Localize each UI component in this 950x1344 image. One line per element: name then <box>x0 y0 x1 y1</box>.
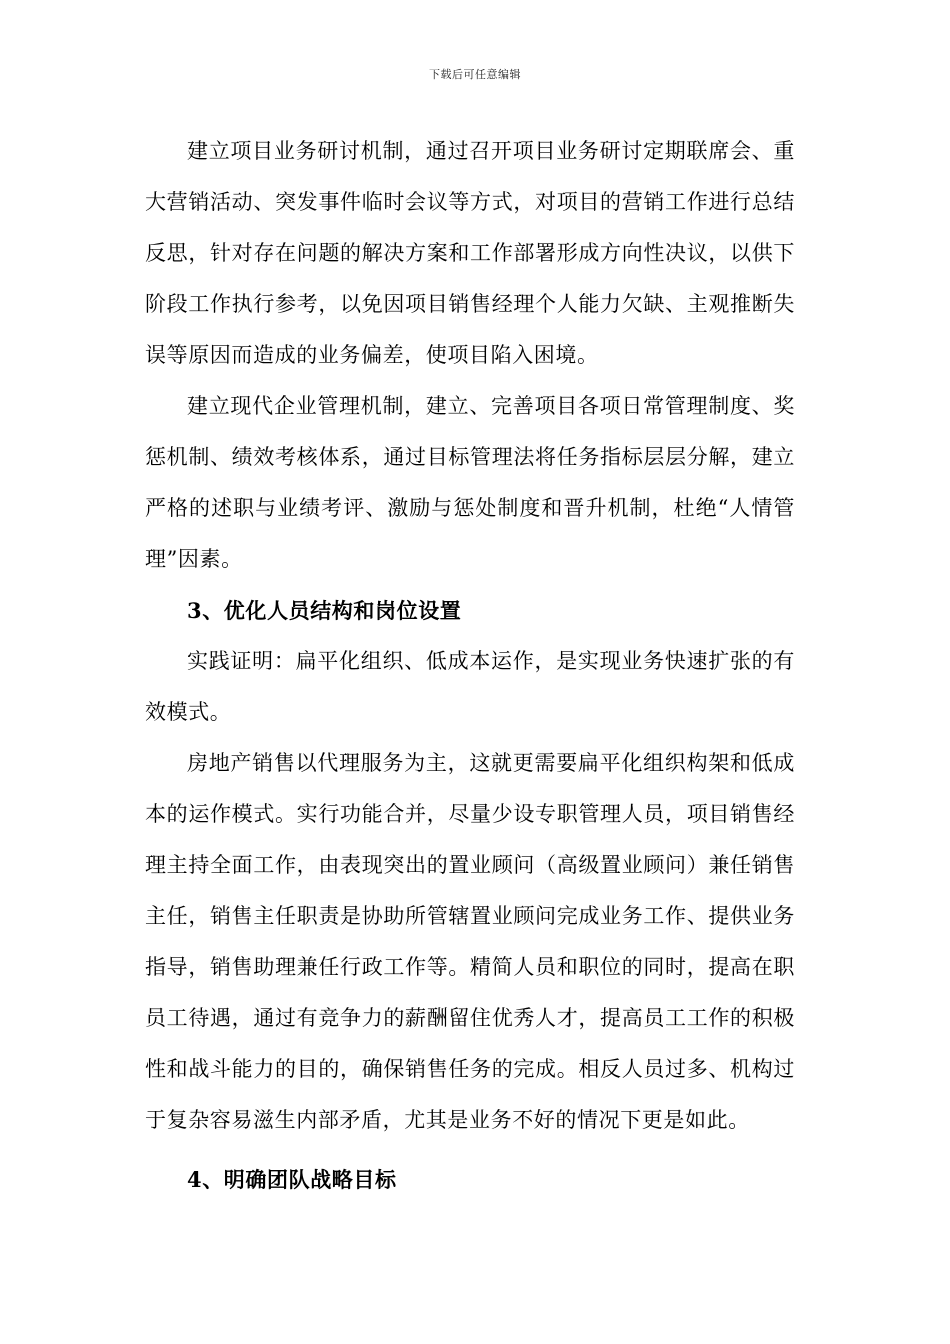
document-body <box>145 126 795 1205</box>
download-note: 下载后可任意编辑 <box>429 68 521 81</box>
section-heading-4: 4、明确团队战略目标 <box>187 1167 397 1192</box>
section-heading-3: 3、优化人员结构和岗位设置 <box>187 598 462 623</box>
paragraph-review-mechanism: 建立项目业务研讨机制，通过召开项目业务研讨定期联席会、重大营销活动、突发事件临时会议等方式，对项目的营销工作进行总结反思，针对存在问题的解决方案和工作部署形成方向性决议，以供下阶段工作执行参考，以免因项目销售经理个人能力欠缺、主观推断失误等原因而造成的业务偏差，使项目陷入困境。 <box>145 139 795 367</box>
paragraph-flat-organization: 房地产销售以代理服务为主，这就更需要扁平化组织构架和低成本的运作模式。实行功能合并，尽量少设专职管理人员，项目销售经理主持全面工作，由表现突出的置业顾问（高级置业顾问）兼任销售主任，销售主任职责是协助所管辖置业顾问完成业务工作、提供业务指导，销售助理兼任行政工作等。精简人员和职位的同时，提高在职员工待遇，通过有竞争力的薪酬留住优秀人才，提高员工工作的积极性和战斗能力的目的，确保销售任务的完成。相反人员过多、机构过于复杂容易滋生内部矛盾，尤其是业务不好的情况下更是如此。 <box>145 751 795 1132</box>
paragraph-practice-proof: 实践证明：扁平化组织、低成本运作，是实现业务快速扩张的有效模式。 <box>145 649 795 724</box>
paragraph-management-mechanism: 建立现代企业管理机制，建立、完善项目各项日常管理制度、奖惩机制、绩效考核体系，通过目标管理法将任务指标层层分解，建立严格的述职与业绩考评、激励与惩处制度和晋升机制，杜绝“人情管理”因素。 <box>145 394 795 571</box>
